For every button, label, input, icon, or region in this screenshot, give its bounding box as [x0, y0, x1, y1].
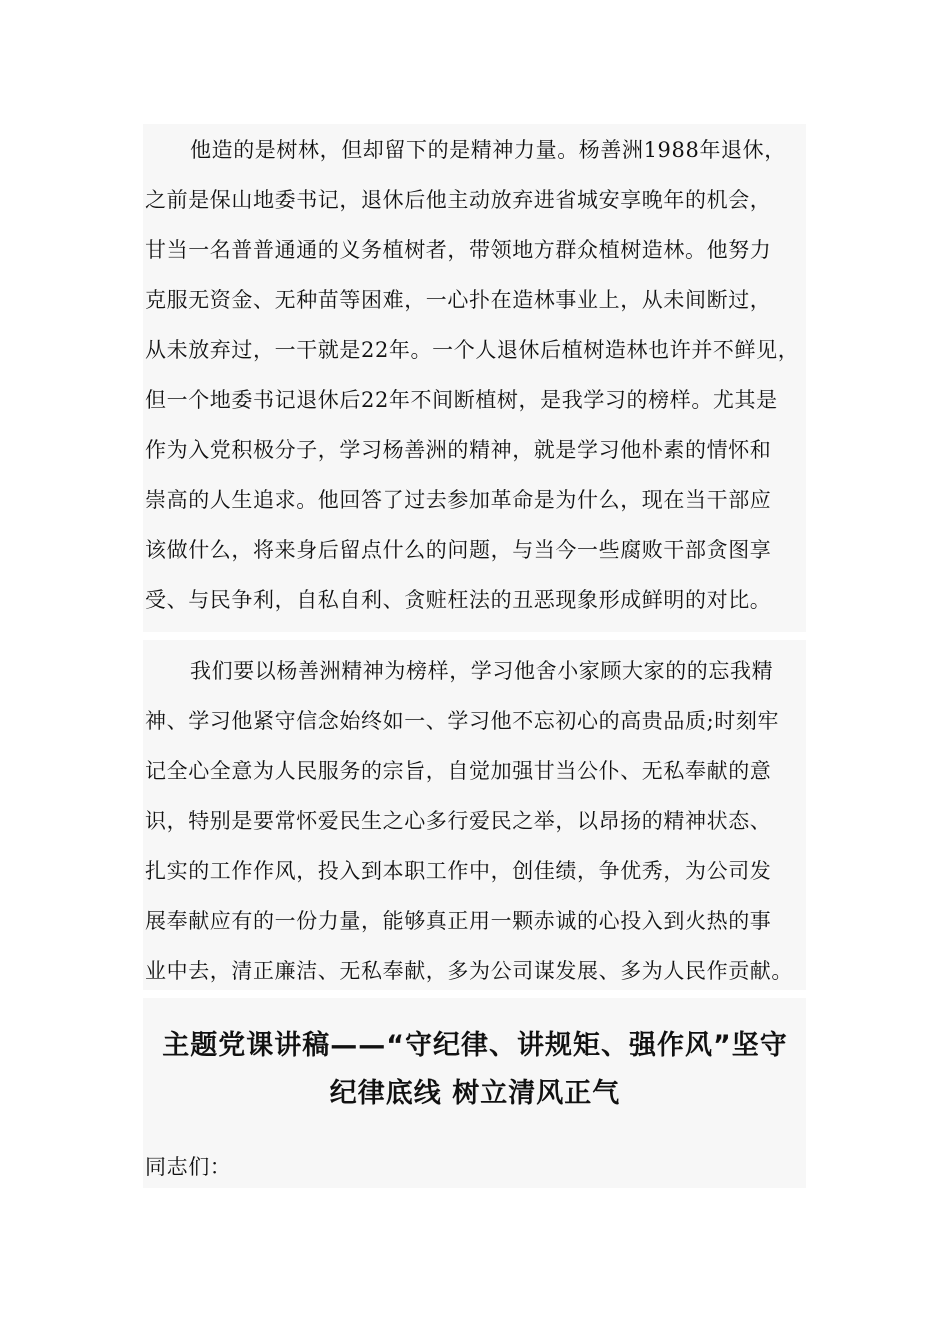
paragraph-line: 之前是保山地委书记，退休后他主动放弃进省城安享晚年的机会，: [145, 188, 772, 212]
paragraph-line: 崇高的人生追求。他回答了过去参加革命是为什么，现在当干部应: [145, 488, 772, 512]
paragraph-line: 受、与民争利，自私自利、贪赃枉法的丑恶现象形成鲜明的对比。: [145, 588, 772, 612]
paragraph-line: 识，特别是要常怀爱民生之心多行爱民之举，以昂扬的精神状态、: [145, 809, 772, 833]
paragraph-line: 展奉献应有的一份力量，能够真正用一颗赤诚的心投入到火热的事: [145, 909, 772, 933]
paragraph-line: 但一个地委书记退休后22年不间断植树，是我学习的榜样。尤其是: [145, 388, 778, 412]
heading-line-1: 主题党课讲稿——“守纪律、讲规矩、强作风”坚守: [162, 1030, 788, 1061]
paragraph-line: 神、学习他紧守信念始终如一、学习他不忘初心的高贵品质;时刻牢: [145, 709, 780, 733]
paragraph-line: 作为入党积极分子，学习杨善洲的精神，就是学习他朴素的情怀和: [145, 438, 772, 462]
paragraph-line: 业中去，清正廉洁、无私奉献，多为公司谋发展、多为人民作贡献。: [145, 959, 793, 983]
paragraph-line: 该做什么，将来身后留点什么的问题，与当今一些腐败干部贪图享: [145, 538, 772, 562]
paragraph-line: 从未放弃过，一干就是22年。一个人退休后植树造林也许并不鲜见，: [145, 338, 800, 362]
paragraph-line: 扎实的工作作风，投入到本职工作中，创佳绩，争优秀，为公司发: [145, 859, 772, 883]
paragraph-line: 记全心全意为人民服务的宗旨，自觉加强甘当公仆、无私奉献的意: [145, 759, 772, 783]
paragraph-line: 克服无资金、无种苗等困难，一心扑在造林事业上，从未间断过，: [145, 288, 772, 312]
heading-line-2: 纪律底线 树立清风正气: [329, 1078, 621, 1109]
salutation: 同志们：: [145, 1155, 232, 1179]
paragraph-line: 他造的是树林，但却留下的是精神力量。杨善洲1988年退休，: [190, 138, 786, 162]
paragraph-line: 我们要以杨善洲精神为榜样，学习他舍小家顾大家的的忘我精: [190, 659, 774, 683]
paragraph-line: 甘当一名普普通通的义务植树者，带领地方群众植树造林。他努力: [145, 238, 772, 262]
